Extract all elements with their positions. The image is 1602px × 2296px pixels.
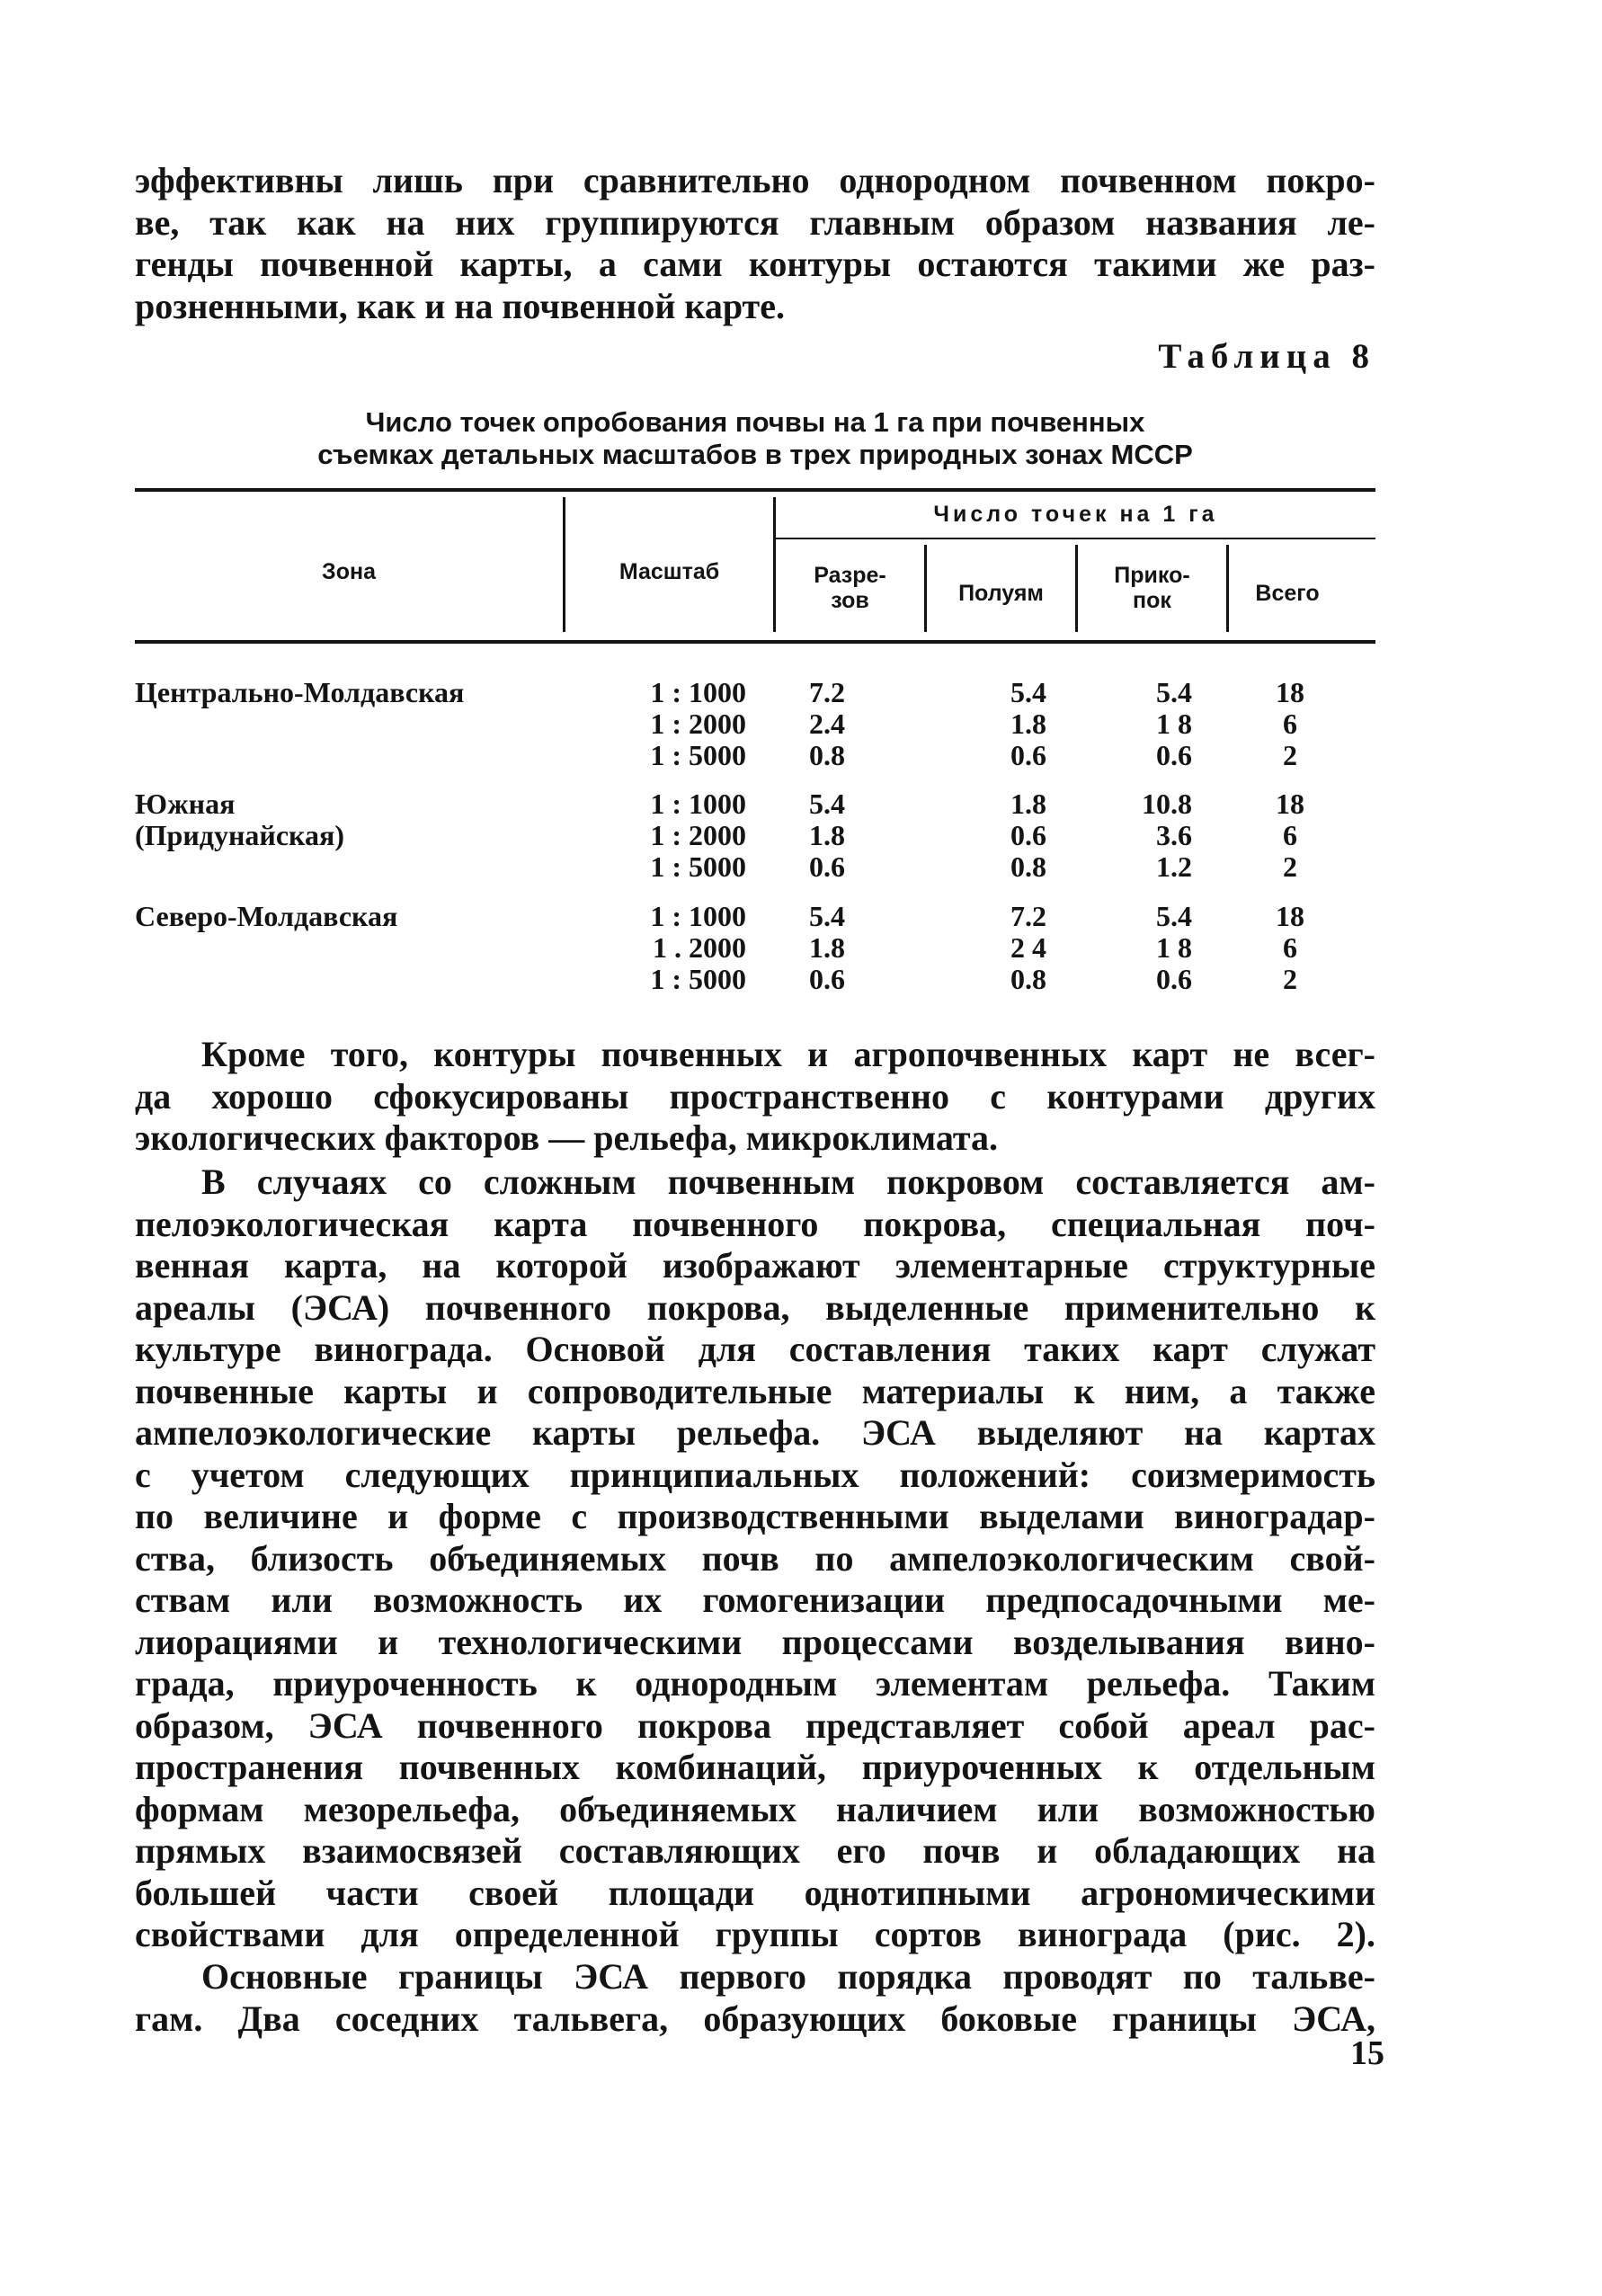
table-cell-scale: 1 . 2000 [653,931,746,964]
table-cell-razrezov: 5.4 [809,900,845,932]
table-cell-razrezov: 1.8 [809,931,845,964]
text-line: экологических факторов — рельефа, микроклимата. [135,1117,998,1158]
table-cell-razrezov: 1.8 [809,819,845,851]
text-line: Основные границы ЭСА первого порядка проводят по тальве- [201,1956,1375,1997]
table-cell-vsego: 2 [1283,739,1297,771]
table-cell-poluyam: 7.2 [1010,900,1046,932]
header-line: зов [831,588,869,613]
table-cell-prikopok: 5.4 [1156,900,1192,932]
text-line: образом, ЭСА почвенного покрова представляет собой ареал рас- [135,1704,1375,1746]
table-cell-vsego: 2 [1283,963,1297,995]
table-cell-prikopok: 1 8 [1156,931,1192,964]
text-line: свойствами для определенной группы сортов винограда (рис. 2). [135,1914,1375,1954]
table-cell-poluyam: 1.8 [1010,788,1046,820]
header-razrezov [776,563,924,613]
table-label: Таблица 8 [1158,337,1375,376]
text-line: Кроме того, контуры почвенных и агропочвенных карт не всег- [201,1034,1375,1074]
table-cell-razrezov: 0.6 [809,850,845,883]
text-line: гам. Два соседних тальвега, образующих боковые границы ЭСА, [135,1998,1375,2039]
table-zone: Южная [135,788,236,820]
table-cell-razrezov: 7.2 [809,676,845,708]
text-line: по величине и форме с производственными выделами виноградар- [135,1496,1375,1536]
caption-line: Число точек опробования почвы на 1 га при почвенных [365,406,1145,438]
page-number: 15 [1350,2034,1384,2072]
table-cell-prikopok: 10.8 [1142,788,1192,820]
text-line: ве, так как на них группируются главным образом названия ле- [135,201,1375,243]
table-cell-poluyam: 0.8 [1010,963,1046,995]
table-cell-prikopok: 1.2 [1156,850,1192,883]
table-cell-scale: 1 : 2000 [650,819,746,851]
text-line: пространения почвенных комбинаций, приуроченных к отдельным [135,1747,1375,1787]
table-cell-scale: 1 : 5000 [650,850,746,883]
text-line: да хорошо сфокусированы пространственно с контурами других [135,1075,1375,1117]
table-cell-poluyam: 1.8 [1010,707,1046,740]
text-line: ампелоэкологические карты рельефа. ЭСА выделяют на картах [135,1412,1375,1453]
header-scale: Масштаб [619,559,720,584]
intro-paragraph [135,160,1375,327]
header-zone: Зона [322,559,376,584]
table-cell-prikopok: 3.6 [1156,819,1192,851]
table-cell-prikopok: 0.6 [1156,963,1192,995]
table-cell-razrezov: 0.8 [809,739,845,771]
header-line: Разре- [814,563,886,588]
table-cell-scale: 1 : 2000 [650,707,746,740]
text-line: почвенные карты и сопроводительные материалы к ним, а также [135,1370,1375,1411]
table-caption [135,406,1375,471]
table-cell-prikopok: 1 8 [1156,707,1192,740]
header-points-group: Число точек на 1 га [933,502,1218,527]
text-line: прямых взаимосвязей составляющих его почв и обладающих на [135,1830,1375,1871]
body-paragraph [135,1956,1375,2040]
text-line: града, приуроченность к однородным элементам рельефа. Таким [135,1663,1375,1704]
header-line: Прико- [1114,563,1190,588]
table-zone: Северо-Молдавская [135,900,398,932]
header-line: пок [1133,588,1171,613]
points-group-rule [773,538,1375,539]
table-cell-vsego: 6 [1283,931,1297,964]
table-cell-vsego: 6 [1283,707,1297,740]
table-cell-razrezov: 0.6 [809,963,845,995]
table-cell-razrezov: 2.4 [809,707,845,740]
text-line: лиорациями и технологическими процессами возделывания вино- [135,1621,1375,1662]
table-cell-razrezov: 5.4 [809,788,845,820]
text-line: пелоэкологическая карта почвенного покрова, специальная поч- [135,1203,1375,1244]
header-vsego: Всего [1255,581,1320,606]
table-zone: Центрально-Молдавская [135,676,465,708]
text-line: ствам или возможность их гомогенизации предпосадочными ме- [135,1580,1375,1620]
table-cell-prikopok: 5.4 [1156,676,1192,708]
table-cell-poluyam: 0.6 [1010,739,1046,771]
table-cell-scale: 1 : 1000 [650,676,746,708]
table-cell-scale: 1 : 5000 [650,739,746,771]
table-header-bottom-rule [135,640,1375,644]
table-cell-vsego: 6 [1283,819,1297,851]
text-line: большей части своей площади однотипными агрономическими [135,1872,1375,1913]
table-cell-vsego: 18 [1276,676,1304,708]
table-cell-scale: 1 : 5000 [650,963,746,995]
table-cell-vsego: 2 [1283,850,1297,883]
body-paragraph [135,1034,1375,1160]
caption-line: съемках детальных масштабов в трех природных зонах МССР [317,439,1193,470]
header-poluyam: Полуям [958,581,1044,606]
table-cell-scale: 1 : 1000 [650,788,746,820]
text-line: формам мезорельефа, объединяемых наличием или возможностью [135,1788,1375,1829]
header-prikopok [1078,563,1226,613]
table-cell-poluyam: 0.6 [1010,819,1046,851]
table-cell-scale: 1 : 1000 [650,900,746,932]
table-cell-poluyam: 0.8 [1010,850,1046,883]
text-line: эффективны лишь при сравнительно однородном почвенном покро- [135,160,1375,200]
text-line: венная карта, на которой изображают элементарные структурные [135,1245,1375,1286]
table-cell-vsego: 18 [1276,788,1304,820]
table-cell-poluyam: 2 4 [1010,931,1046,964]
table-cell-poluyam: 5.4 [1010,676,1046,708]
text-line: культуре винограда. Основой для составления таких карт служат [135,1329,1375,1369]
table-zone: (Придунайская) [135,819,344,851]
table-top-rule [135,488,1375,492]
text-line: ареалы (ЭСА) почвенного покрова, выделенные применительно к [135,1286,1375,1328]
table-cell-prikopok: 0.6 [1156,739,1192,771]
text-line: ства, близость объединяемых почв по ампелоэкологическим свой- [135,1537,1375,1579]
text-line: розненными, как и на почвенной карте. [135,285,785,326]
table-cell-vsego: 18 [1276,900,1304,932]
text-line: генды почвенной карты, а сами контуры остаются такими же раз- [135,244,1375,284]
body-paragraph [135,1161,1375,1956]
text-line: В случаях со сложным почвенным покровом составляется ам- [201,1161,1375,1202]
text-line: с учетом следующих принципиальных положений: соизмеримость [135,1454,1375,1495]
